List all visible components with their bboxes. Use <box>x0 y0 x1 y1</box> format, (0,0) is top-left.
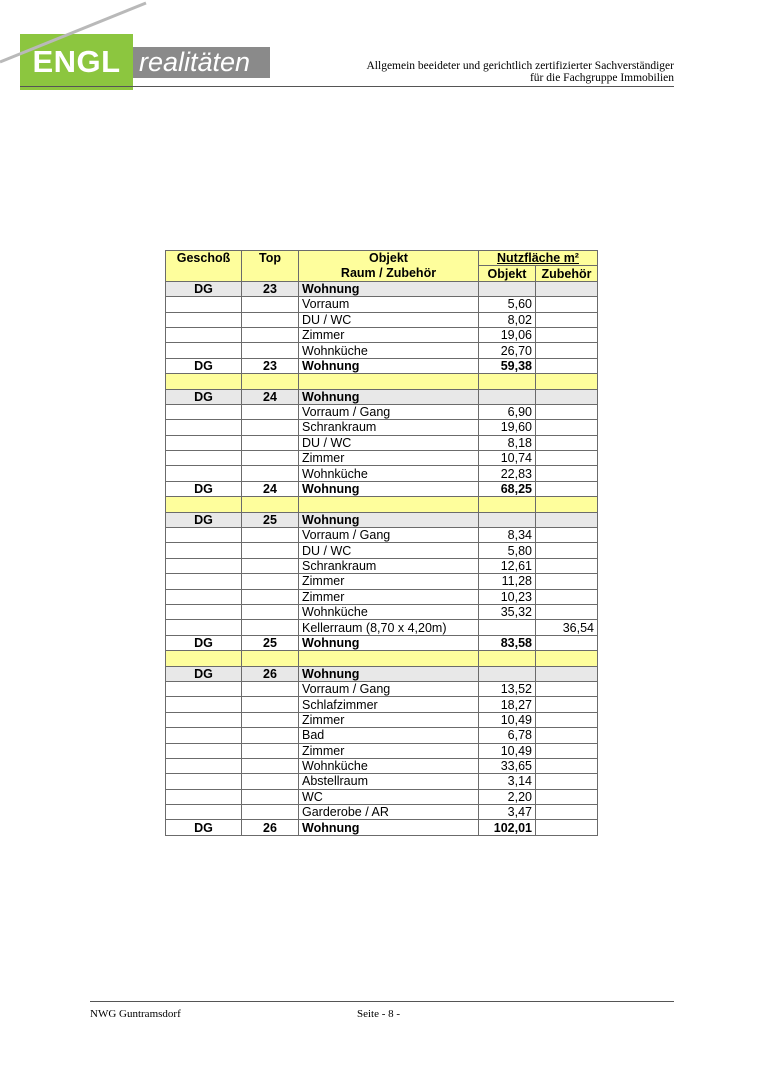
cell-top: 23 <box>242 358 299 373</box>
cell-raum: Wohnküche <box>299 758 479 773</box>
cell-zubehoer <box>536 805 598 820</box>
table-row <box>166 466 598 481</box>
cell-zubehoer <box>536 528 598 543</box>
cell-zubehoer: 36,54 <box>536 620 598 635</box>
cell-objekt: 59,38 <box>479 358 536 373</box>
cell-zubehoer <box>536 681 598 696</box>
table-row <box>166 451 598 466</box>
cell-geschoss <box>166 404 242 419</box>
cell-raum: Wohnküche <box>299 343 479 358</box>
cell-zubehoer <box>536 604 598 619</box>
table-row <box>166 374 598 389</box>
cell-raum: Vorraum / Gang <box>299 681 479 696</box>
cell-zubehoer <box>536 281 598 296</box>
table-row <box>166 666 598 681</box>
cell-top <box>242 420 299 435</box>
cell-zubehoer <box>536 743 598 758</box>
cell-objekt: 10,74 <box>479 451 536 466</box>
cell-raum: Vorraum / Gang <box>299 528 479 543</box>
table-header-row <box>166 251 598 266</box>
cell-geschoss <box>166 497 242 512</box>
table-row <box>166 497 598 512</box>
cell-top: 24 <box>242 389 299 404</box>
cell-zubehoer <box>536 404 598 419</box>
table-row <box>166 635 598 650</box>
logo-slash-icon <box>0 0 160 70</box>
cell-objekt: 18,27 <box>479 697 536 712</box>
cell-zubehoer <box>536 758 598 773</box>
table-row <box>166 558 598 573</box>
cell-geschoss <box>166 743 242 758</box>
cell-zubehoer <box>536 512 598 527</box>
cell-objekt: 33,65 <box>479 758 536 773</box>
cell-raum: Kellerraum (8,70 x 4,20m) <box>299 620 479 635</box>
cell-top <box>242 543 299 558</box>
cell-zubehoer <box>536 789 598 804</box>
cell-objekt: 2,20 <box>479 789 536 804</box>
cell-raum: Wohnung <box>299 635 479 650</box>
cell-zubehoer <box>536 343 598 358</box>
cell-zubehoer <box>536 589 598 604</box>
cell-raum: Wohnung <box>299 358 479 373</box>
cell-raum: WC <box>299 789 479 804</box>
cell-zubehoer <box>536 697 598 712</box>
cell-objekt: 22,83 <box>479 466 536 481</box>
table-row <box>166 312 598 327</box>
cell-top <box>242 743 299 758</box>
cell-top <box>242 404 299 419</box>
header-nutzflaeche: Nutzfläche m² <box>479 251 598 266</box>
cell-top: 25 <box>242 512 299 527</box>
cell-geschoss <box>166 420 242 435</box>
table-row <box>166 297 598 312</box>
cell-objekt: 26,70 <box>479 343 536 358</box>
table-row <box>166 404 598 419</box>
cell-raum: Zimmer <box>299 451 479 466</box>
cell-top <box>242 681 299 696</box>
cell-geschoss: DG <box>166 666 242 681</box>
cell-top <box>242 620 299 635</box>
cell-geschoss <box>166 697 242 712</box>
cell-geschoss <box>166 343 242 358</box>
cell-top <box>242 805 299 820</box>
cell-top <box>242 697 299 712</box>
cell-top <box>242 528 299 543</box>
cell-objekt: 5,80 <box>479 543 536 558</box>
cell-top <box>242 558 299 573</box>
cell-zubehoer <box>536 358 598 373</box>
cell-geschoss <box>166 327 242 342</box>
cell-objekt: 6,90 <box>479 404 536 419</box>
cell-geschoss <box>166 528 242 543</box>
cell-top <box>242 651 299 666</box>
header-raum: Raum / Zubehör <box>299 266 479 281</box>
cell-top <box>242 466 299 481</box>
cell-raum: Abstellraum <box>299 774 479 789</box>
cell-objekt: 13,52 <box>479 681 536 696</box>
cell-objekt <box>479 666 536 681</box>
header-top: Top <box>242 251 299 282</box>
cell-zubehoer <box>536 297 598 312</box>
cell-geschoss <box>166 589 242 604</box>
cell-geschoss: DG <box>166 512 242 527</box>
table-row <box>166 589 598 604</box>
table-row <box>166 697 598 712</box>
area-table <box>165 250 598 836</box>
cell-raum: Schrankraum <box>299 420 479 435</box>
cell-geschoss <box>166 620 242 635</box>
cell-zubehoer <box>536 651 598 666</box>
cell-zubehoer <box>536 420 598 435</box>
cell-objekt: 6,78 <box>479 728 536 743</box>
cell-geschoss <box>166 712 242 727</box>
cell-top: 24 <box>242 481 299 496</box>
cell-raum <box>299 651 479 666</box>
cell-top <box>242 297 299 312</box>
cell-raum: Zimmer <box>299 589 479 604</box>
cell-geschoss <box>166 312 242 327</box>
cell-raum: DU / WC <box>299 312 479 327</box>
cell-zubehoer <box>536 481 598 496</box>
cell-zubehoer <box>536 712 598 727</box>
cell-raum: DU / WC <box>299 435 479 450</box>
cell-top: 23 <box>242 281 299 296</box>
table-row <box>166 389 598 404</box>
table-row <box>166 281 598 296</box>
cell-objekt <box>479 389 536 404</box>
cell-geschoss: DG <box>166 389 242 404</box>
cell-zubehoer <box>536 497 598 512</box>
cell-objekt: 12,61 <box>479 558 536 573</box>
cell-zubehoer <box>536 574 598 589</box>
table-row <box>166 528 598 543</box>
cell-top <box>242 327 299 342</box>
table-row <box>166 327 598 342</box>
cell-objekt: 102,01 <box>479 820 536 835</box>
cell-top <box>242 774 299 789</box>
cell-top <box>242 589 299 604</box>
cell-geschoss <box>166 604 242 619</box>
footer-project: NWG Guntramsdorf <box>90 1008 181 1020</box>
cell-objekt: 3,14 <box>479 774 536 789</box>
cell-top <box>242 451 299 466</box>
cell-zubehoer <box>536 374 598 389</box>
cell-raum: Wohnküche <box>299 604 479 619</box>
table-row <box>166 481 598 496</box>
cell-top <box>242 728 299 743</box>
cell-objekt: 19,06 <box>479 327 536 342</box>
table-row <box>166 743 598 758</box>
cell-geschoss <box>166 451 242 466</box>
table-row <box>166 604 598 619</box>
cell-objekt: 5,60 <box>479 297 536 312</box>
cell-geschoss <box>166 758 242 773</box>
cell-geschoss <box>166 774 242 789</box>
cell-raum: Vorraum / Gang <box>299 404 479 419</box>
cell-objekt <box>479 620 536 635</box>
cell-objekt: 8,34 <box>479 528 536 543</box>
cell-zubehoer <box>536 774 598 789</box>
table-row <box>166 435 598 450</box>
cell-geschoss <box>166 805 242 820</box>
table-row <box>166 758 598 773</box>
cell-raum: Wohnung <box>299 481 479 496</box>
table-row <box>166 805 598 820</box>
table-row <box>166 712 598 727</box>
cell-raum: Wohnung <box>299 820 479 835</box>
cell-objekt <box>479 281 536 296</box>
table-row <box>166 728 598 743</box>
cell-geschoss: DG <box>166 635 242 650</box>
cell-geschoss <box>166 651 242 666</box>
cell-raum: Zimmer <box>299 743 479 758</box>
table-row <box>166 512 598 527</box>
cell-top <box>242 712 299 727</box>
cell-zubehoer <box>536 543 598 558</box>
cell-objekt: 3,47 <box>479 805 536 820</box>
cell-top <box>242 312 299 327</box>
cell-geschoss <box>166 374 242 389</box>
table-row <box>166 543 598 558</box>
cell-raum: Garderobe / AR <box>299 805 479 820</box>
cell-top <box>242 343 299 358</box>
cell-raum: Vorraum <box>299 297 479 312</box>
cell-geschoss <box>166 435 242 450</box>
cell-zubehoer <box>536 558 598 573</box>
cell-objekt: 10,49 <box>479 712 536 727</box>
table-row <box>166 358 598 373</box>
cell-objekt: 35,32 <box>479 604 536 619</box>
cell-geschoss <box>166 574 242 589</box>
cell-top <box>242 574 299 589</box>
cell-raum: DU / WC <box>299 543 479 558</box>
cell-geschoss <box>166 558 242 573</box>
cell-zubehoer <box>536 466 598 481</box>
cell-top <box>242 789 299 804</box>
header-zubehoer-col: Zubehör <box>536 266 598 281</box>
cell-objekt: 10,49 <box>479 743 536 758</box>
cell-raum: Schrankraum <box>299 558 479 573</box>
header-divider <box>20 86 674 87</box>
cell-objekt: 10,23 <box>479 589 536 604</box>
cell-zubehoer <box>536 728 598 743</box>
cell-zubehoer <box>536 635 598 650</box>
cell-zubehoer <box>536 312 598 327</box>
cell-top: 26 <box>242 820 299 835</box>
cell-objekt <box>479 497 536 512</box>
cell-objekt: 8,02 <box>479 312 536 327</box>
logo-realitaeten-text: realitäten <box>133 47 270 78</box>
cell-raum: Schlafzimmer <box>299 697 479 712</box>
cell-raum: Zimmer <box>299 327 479 342</box>
header-title-line2: für die Fachgruppe Immobilien <box>529 72 674 84</box>
cell-zubehoer <box>536 820 598 835</box>
table-row <box>166 343 598 358</box>
cell-raum: Wohnung <box>299 666 479 681</box>
header-objekt-col: Objekt <box>479 266 536 281</box>
table-row <box>166 820 598 835</box>
cell-zubehoer <box>536 389 598 404</box>
cell-zubehoer <box>536 666 598 681</box>
cell-top: 25 <box>242 635 299 650</box>
cell-top <box>242 758 299 773</box>
table-row <box>166 774 598 789</box>
cell-objekt <box>479 651 536 666</box>
cell-objekt: 11,28 <box>479 574 536 589</box>
table-row <box>166 789 598 804</box>
cell-objekt: 83,58 <box>479 635 536 650</box>
cell-objekt: 19,60 <box>479 420 536 435</box>
footer-page-number: Seite - 8 - <box>357 1008 401 1020</box>
table-row <box>166 651 598 666</box>
cell-objekt <box>479 374 536 389</box>
cell-geschoss: DG <box>166 820 242 835</box>
cell-geschoss: DG <box>166 481 242 496</box>
cell-geschoss <box>166 728 242 743</box>
cell-raum: Wohnung <box>299 389 479 404</box>
footer-divider <box>90 1001 674 1002</box>
cell-raum: Wohnung <box>299 512 479 527</box>
header-objekt: Objekt <box>299 251 479 266</box>
cell-raum: Bad <box>299 728 479 743</box>
cell-zubehoer <box>536 451 598 466</box>
cell-zubehoer <box>536 435 598 450</box>
cell-top <box>242 435 299 450</box>
table-row <box>166 574 598 589</box>
cell-zubehoer <box>536 327 598 342</box>
cell-geschoss: DG <box>166 358 242 373</box>
cell-geschoss <box>166 297 242 312</box>
cell-raum: Zimmer <box>299 574 479 589</box>
cell-top <box>242 374 299 389</box>
cell-objekt: 8,18 <box>479 435 536 450</box>
cell-raum <box>299 497 479 512</box>
cell-geschoss <box>166 543 242 558</box>
cell-geschoss <box>166 789 242 804</box>
header-title-line1: Allgemein beeideter und gerichtlich zertifizierter Sachverständiger <box>366 60 674 72</box>
cell-objekt: 68,25 <box>479 481 536 496</box>
cell-geschoss <box>166 681 242 696</box>
cell-geschoss: DG <box>166 281 242 296</box>
cell-top <box>242 497 299 512</box>
cell-raum <box>299 374 479 389</box>
logo-engl-text: ENGL <box>20 34 133 90</box>
cell-raum: Wohnküche <box>299 466 479 481</box>
cell-top <box>242 604 299 619</box>
table-row <box>166 420 598 435</box>
header-geschoss: Geschoß <box>166 251 242 282</box>
cell-objekt <box>479 512 536 527</box>
cell-raum: Wohnung <box>299 281 479 296</box>
table-row <box>166 620 598 635</box>
cell-raum: Zimmer <box>299 712 479 727</box>
table-row <box>166 681 598 696</box>
cell-top: 26 <box>242 666 299 681</box>
cell-geschoss <box>166 466 242 481</box>
